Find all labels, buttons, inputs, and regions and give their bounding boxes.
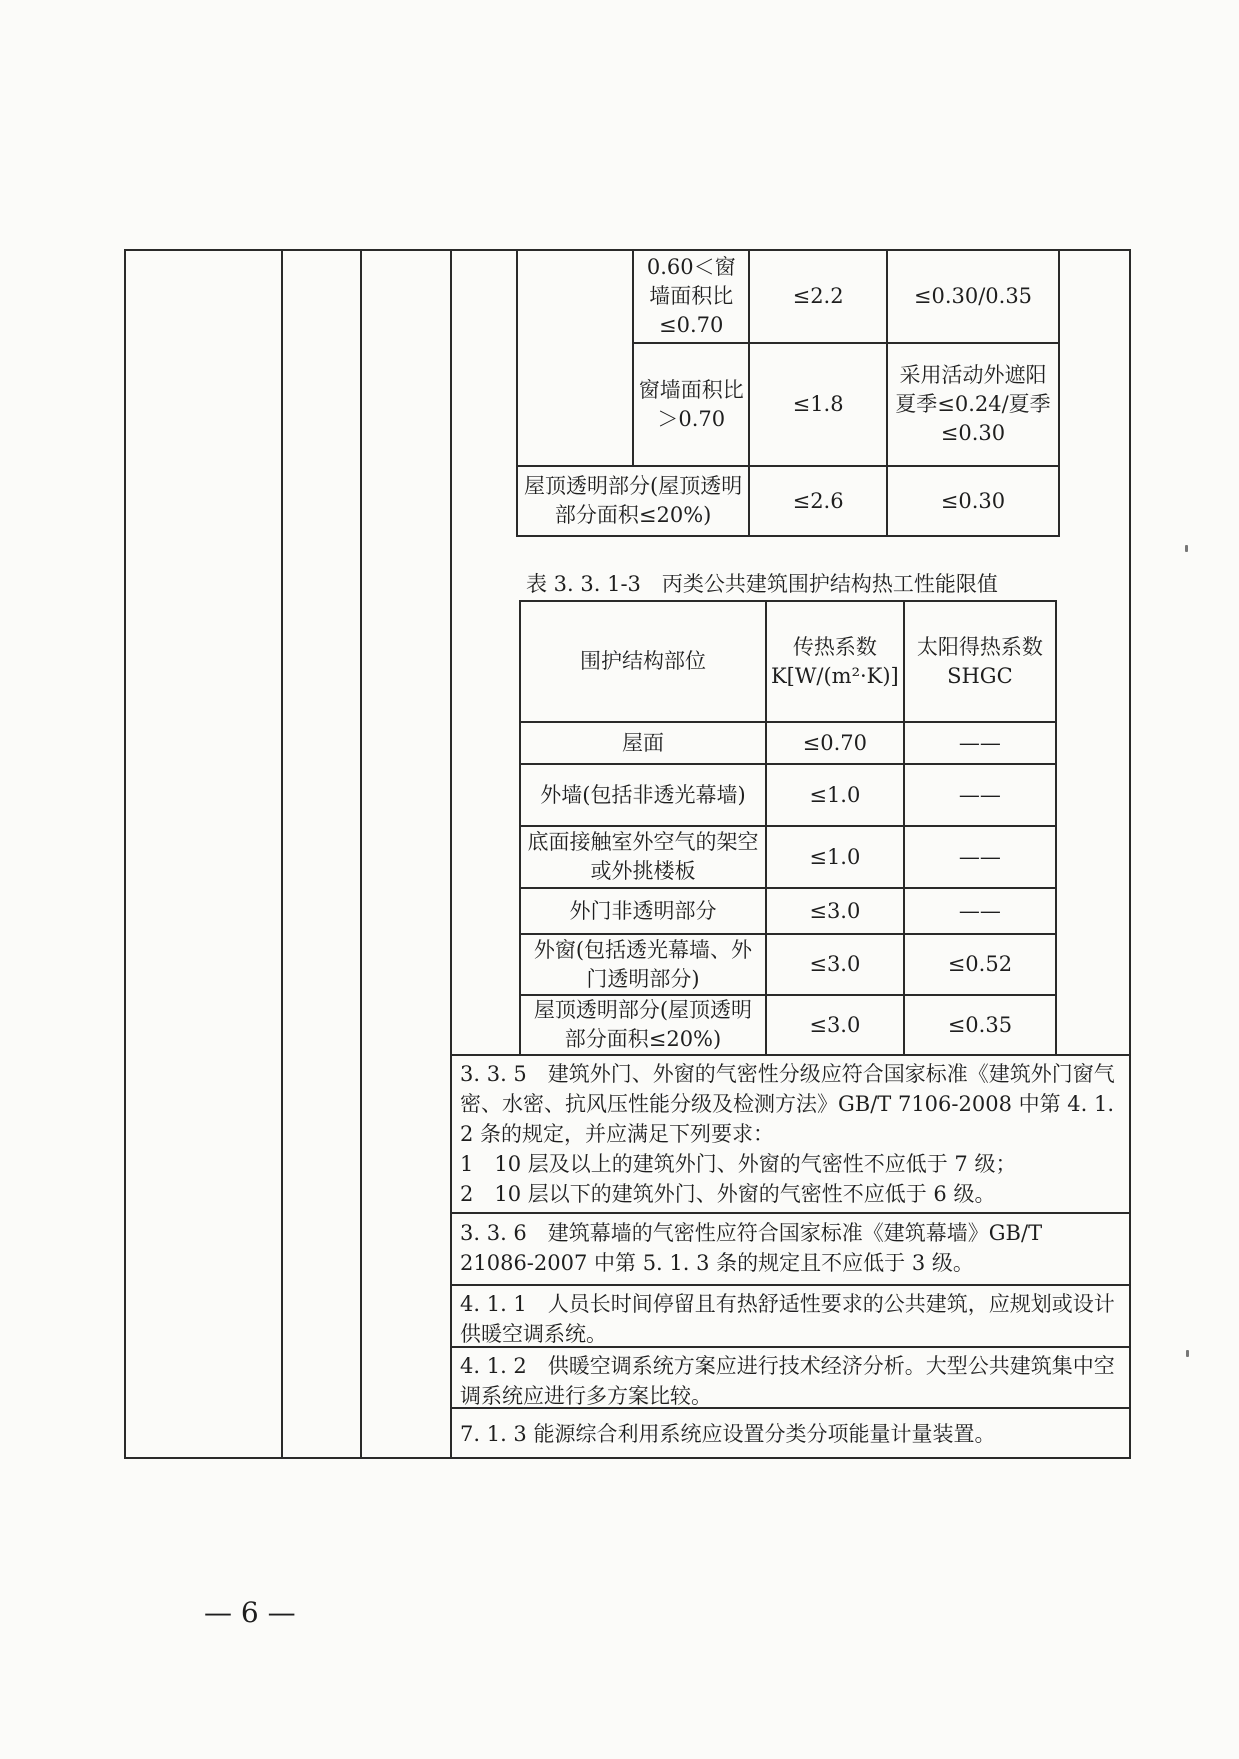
frame-right-border [1129, 249, 1131, 1459]
row-label: 窗墙面积比＞0.70 [633, 343, 749, 466]
shgc-cell: —— [904, 764, 1056, 826]
clause-item: 1 10 层及以上的建筑外门、外窗的气密性不应低于 7 级； [460, 1152, 1017, 1176]
table-caption: 表 3. 3. 1-3 丙类公共建筑围护结构热工性能限值 [526, 572, 998, 596]
scan-speck [1186, 1350, 1189, 1357]
table-row [520, 888, 1056, 934]
row-label: 屋顶透明部分(屋顶透明部分面积≤20%) [517, 466, 749, 536]
k-cell: ≤1.0 [766, 826, 904, 888]
k-value: ≤2.6 [749, 466, 887, 536]
table-row [517, 250, 1059, 343]
frame-col-1 [124, 249, 126, 1459]
table-row [517, 466, 1059, 536]
frame-col-2 [281, 249, 283, 1459]
header-part: 围护结构部位 [520, 601, 766, 722]
table-row [520, 934, 1056, 995]
page-number: — 6 — [204, 1596, 296, 1629]
shgc-cell: ≤0.52 [904, 934, 1056, 995]
clause-text: 3. 3. 6 建筑幕墙的气密性应符合国家标准《建筑幕墙》GB/T 21086-2007 中第 5. 1. 3 条的规定且不应低于 3 级。 [460, 1221, 1043, 1275]
row-label: 0.60＜窗墙面积比≤0.70 [633, 250, 749, 343]
k-cell: ≤1.0 [766, 764, 904, 826]
clause-7-1-3 [452, 1416, 1122, 1449]
clause-3-3-5 [452, 1056, 1122, 1209]
shgc-cell: —— [904, 888, 1056, 934]
shgc-value: ≤0.30 [887, 466, 1059, 536]
clause-text: 4. 1. 2 供暖空调系统方案应进行技术经济分析。大型公共建筑集中空调系统应进行多方案比较。 [460, 1354, 1115, 1408]
k-value: ≤1.8 [749, 343, 887, 466]
k-cell: ≤3.0 [766, 934, 904, 995]
merged-left-cell [517, 250, 633, 466]
table-row [520, 764, 1056, 826]
k-cell: ≤3.0 [766, 888, 904, 934]
part-cell: 底面接触室外空气的架空或外挑楼板 [520, 826, 766, 888]
clause-text: 7. 1. 3 能源综合利用系统应设置分类分项能量计量装置。 [460, 1422, 996, 1446]
table-header-row [520, 601, 1056, 722]
header-k: 传热系数K[W/(m²·K)] [766, 601, 904, 722]
frame-col-3 [360, 249, 362, 1459]
clause-4-1-1 [452, 1286, 1122, 1349]
k-cell: ≤0.70 [766, 722, 904, 764]
shgc-cell: —— [904, 826, 1056, 888]
header-shgc: 太阳得热系数 SHGC [904, 601, 1056, 722]
table-3-3-1-3 [519, 600, 1057, 1056]
upper-continued-table [516, 250, 1060, 537]
table-row [520, 826, 1056, 888]
clause-text: 4. 1. 1 人员长时间停留且有热舒适性要求的公共建筑，应规划或设计供暖空调系统。 [460, 1292, 1115, 1346]
shgc-cell: —— [904, 722, 1056, 764]
clause-3-3-6 [452, 1215, 1122, 1278]
shgc-cell: ≤0.35 [904, 995, 1056, 1055]
clause-divider [450, 1212, 1131, 1214]
clause-text: 3. 3. 5 建筑外门、外窗的气密性分级应符合国家标准《建筑外门窗气密、水密、抗风压性能分级及检测方法》GB/T 7106-2008 中第 4. 1. 2 条的规定，并应满足下列要求： [460, 1062, 1115, 1146]
k-value: ≤2.2 [749, 250, 887, 343]
frame-bottom-border [124, 1457, 1131, 1459]
part-cell: 外墙(包括非透光幕墙) [520, 764, 766, 826]
k-cell: ≤3.0 [766, 995, 904, 1055]
part-cell: 屋顶透明部分(屋顶透明部分面积≤20%) [520, 995, 766, 1055]
scan-speck [1185, 545, 1188, 552]
part-cell: 外门非透明部分 [520, 888, 766, 934]
shgc-value: ≤0.30/0.35 [887, 250, 1059, 343]
part-cell: 外窗(包括透光幕墙、外门透明部分) [520, 934, 766, 995]
clause-4-1-2 [452, 1348, 1122, 1411]
table-row [520, 722, 1056, 764]
clause-item: 2 10 层以下的建筑外门、外窗的气密性不应低于 6 级。 [460, 1182, 996, 1206]
shgc-value: 采用活动外遮阳夏季≤0.24/夏季≤0.30 [887, 343, 1059, 466]
table-row [520, 995, 1056, 1055]
part-cell: 屋面 [520, 722, 766, 764]
